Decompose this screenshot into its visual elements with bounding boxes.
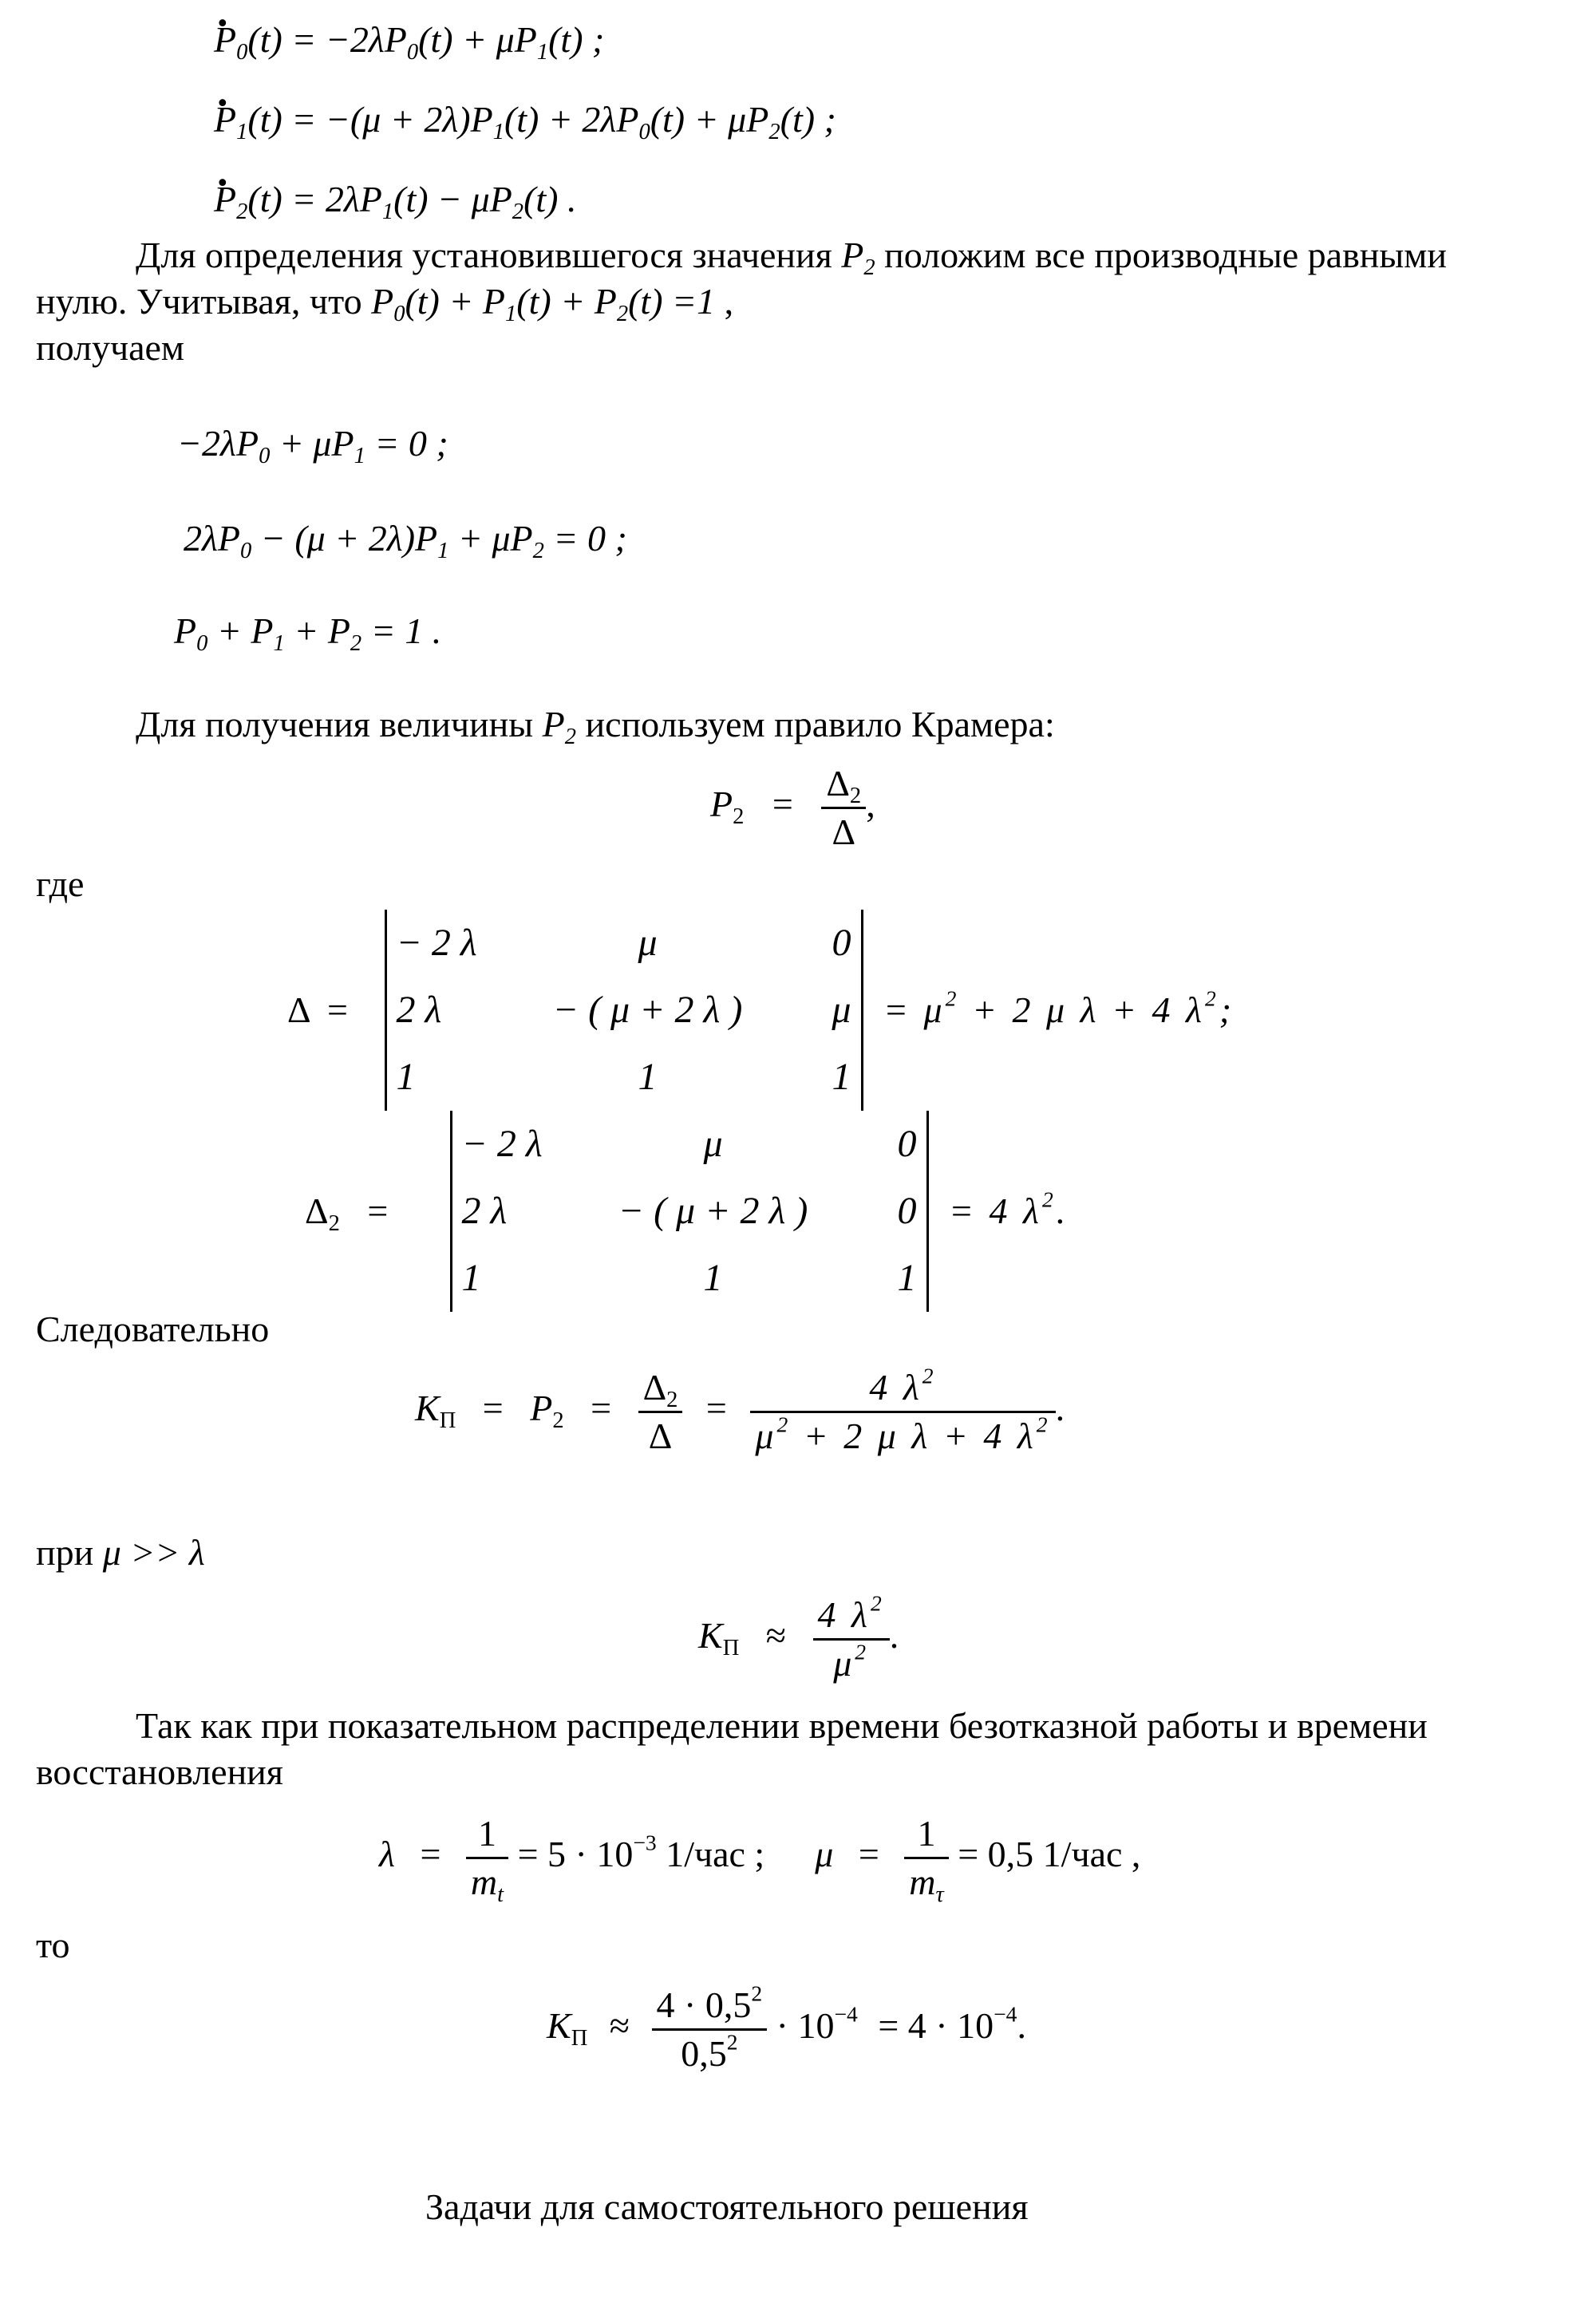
determinant-delta-2: $\Delta_2$ = − 2 λ μ 0 2 λ − ( μ + 2 λ ) 0 1 1 1 = 4 $\lambda^2$.: [305, 1111, 1069, 1312]
rates-formula: λ = $\frac{1}{m_t}$ = $5 \cdot 10^{-3}$ 1/час ; μ = $\frac{1}{m_\tau}$ = 0,5 1/час ,: [379, 1805, 1140, 1905]
equation-p1-derivative: • $P_1(t) = -(\mu + 2\lambda)P_1(t) + 2\lambda P_0(t) + \mu P_2(t)$ ;: [214, 97, 836, 142]
paragraph-cramer: Для получения величины $P_2$ используем правило Крамера:: [136, 704, 1055, 750]
kp-approximation: $K_П$ ≈ $\frac{4 \lambda^2}{\mu^2}$ .: [698, 1588, 899, 1687]
determinant-delta-matrix: − 2 λ μ 0 2 λ − ( μ + 2 λ ) μ 1 1 1: [385, 910, 863, 1111]
steady-equation-3: $P_0 + P_1 + P_2 = 1$ .: [174, 610, 442, 657]
condition-mu-gg-lambda: при μ >> λ: [36, 1532, 205, 1573]
paragraph-exponential-line1: Так как при показательном распределении времени безотказной работы и времени: [136, 1705, 1428, 1746]
equation-p2-derivative: • $P_2(t) = 2\lambda P_1(t) - \mu P_2(t)$ .: [214, 177, 576, 222]
mu-fraction: $\frac{1}{m_\tau}$: [904, 1811, 948, 1905]
paragraph-steady-state-line1: Для определения установившегося значения $P_2$ положим все производные равными: [136, 235, 1448, 281]
paragraph-steady-state-line3: получаем: [36, 327, 185, 368]
label-where: где: [36, 863, 85, 904]
kp-formula: $K_П = P_2$ = $\frac{\Delta_2}{\Delta}$ = $\frac{4 \lambda^2}{\mu^2 + 2 \mu \lambda + 4 \lambda^2}$ .: [415, 1360, 1065, 1459]
equation-p0-derivative: • $P_0(t) = -2\lambda P_0(t) + \mu P_1(t)$ ;: [214, 18, 604, 62]
section-title: Задачи для самостоятельного решения: [425, 2186, 1029, 2227]
kp-fraction-lambda: $\frac{4 \lambda^2}{\mu^2 + 2 \mu \lambda + 4 \lambda^2}$: [750, 1364, 1055, 1459]
label-hence: Следовательно: [36, 1309, 270, 1349]
determinant-delta-2-matrix: − 2 λ μ 0 2 λ − ( μ + 2 λ ) 0 1 1 1: [450, 1111, 929, 1312]
kp-approx-fraction: $\frac{4 \lambda^2}{\mu^2}$: [813, 1592, 890, 1687]
label-then: то: [36, 1925, 70, 1965]
steady-equation-2: $2\lambda P_0 - (\mu + 2\lambda)P_1 + \mu P_2 = 0$ ;: [184, 518, 627, 564]
kp-numeric: $K_П$ ≈ $\frac{4 \cdot 0,5^2}{0,5^2}$ · $10^{-4} = 4 \cdot 10^{-4}$.: [547, 1976, 1026, 2077]
kp-numeric-fraction: $\frac{4 \cdot 0,5^2}{0,5^2}$: [652, 1982, 768, 2077]
steady-equation-1: $-2\lambda P_0 + \mu P_1 = 0$ ;: [177, 423, 448, 469]
determinant-delta: Δ = − 2 λ μ 0 2 λ − ( μ + 2 λ ) μ 1 1 1 = $\mu^2 + 2$ μ λ + 4 $\lambda^2$;: [287, 910, 1235, 1111]
kp-fraction-delta: $\frac{\Delta_2}{\Delta}$: [638, 1364, 683, 1459]
cramer-fraction: $\frac{\Delta_2}{\Delta}$: [821, 760, 866, 855]
lambda-fraction: $\frac{1}{m_t}$: [466, 1811, 508, 1905]
cramer-formula: $P_2$ = $\frac{\Delta_2}{\Delta}$ ,: [710, 758, 875, 855]
paragraph-steady-state-line2: нулю. Учитывая, что $P_0(t) + P_1(t) + P_2(t) =1$ ,: [36, 281, 734, 327]
paragraph-exponential-line2: восстановления: [36, 1751, 283, 1792]
